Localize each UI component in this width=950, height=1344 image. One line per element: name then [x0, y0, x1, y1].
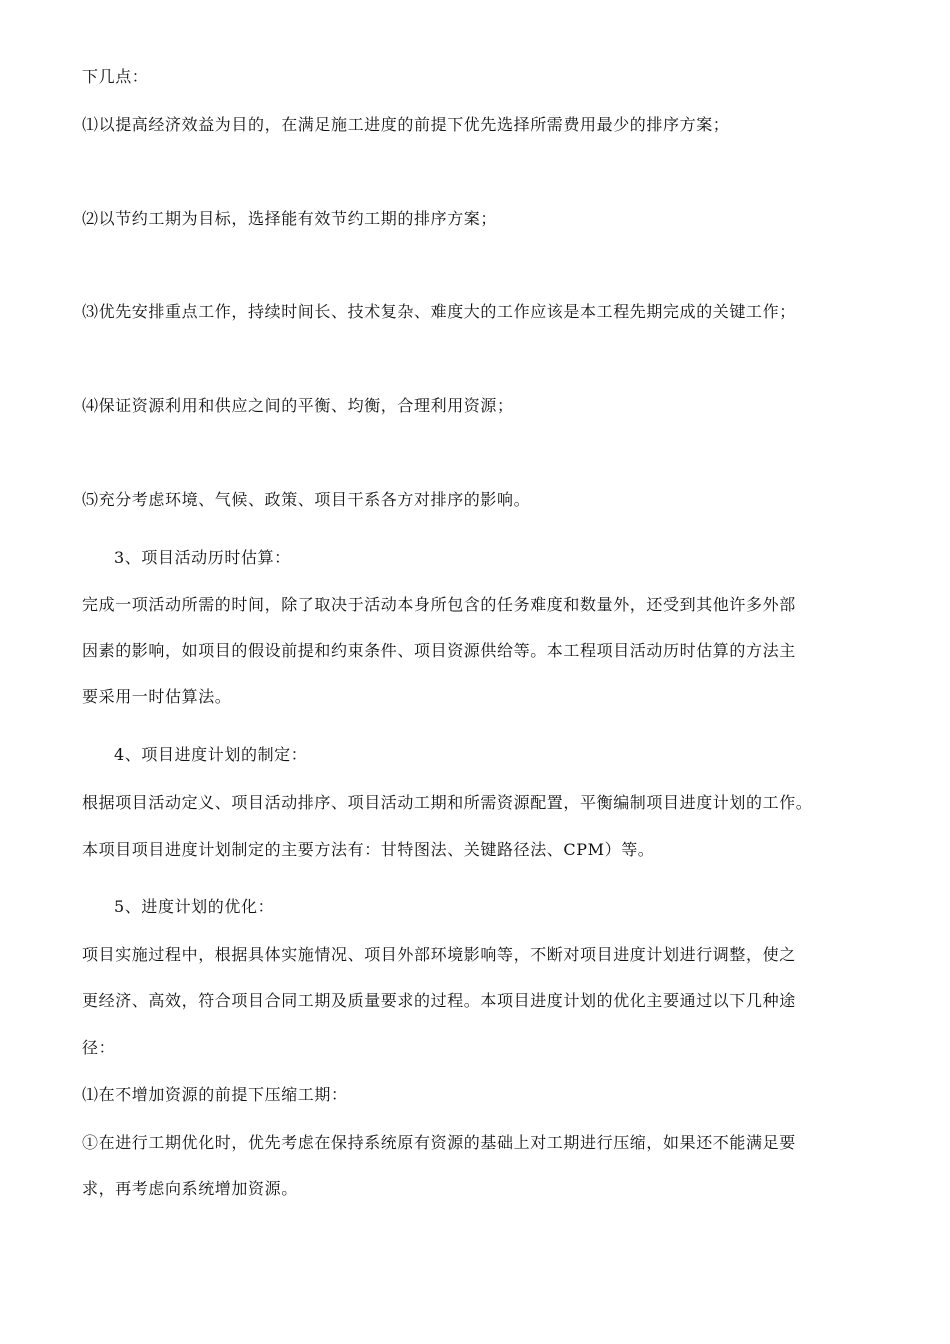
paragraph-line: 根据项目活动定义、项目活动排序、项目活动工期和所需资源配置，平衡编制项目进度计划的工作。 [82, 793, 813, 812]
paragraph-line: 因素的影响，如项目的假设前提和约束条件、项目资源供给等。本工程项目活动历时估算的方法主 [82, 641, 796, 660]
paragraph-line: 径： [82, 1038, 116, 1057]
paragraph-line: 项目实施过程中，根据具体实施情况、项目外部环境影响等，不断对项目进度计划进行调整，使之 [82, 945, 796, 964]
section-heading-5: 5、进度计划的优化： [114, 897, 275, 916]
list-item-1: ⑴以提高经济效益为目的，在满足施工进度的前提下优先选择所需费用最少的排序方案； [82, 115, 730, 134]
paragraph-line: 要采用一时估算法。 [82, 687, 232, 706]
paragraph-line: 完成一项活动所需的时间，除了取决于活动本身所包含的任务难度和数量外，还受到其他许多外部 [82, 595, 796, 614]
paragraph-line: 求，再考虑向系统增加资源。 [82, 1179, 298, 1198]
paragraph-line: 本项目项目进度计划制定的主要方法有：甘特图法、关键路径法、CPM）等。 [82, 840, 655, 859]
list-item-4: ⑷保证资源利用和供应之间的平衡、均衡，合理利用资源； [82, 396, 514, 415]
section-heading-4: 4、项目进度计划的制定： [114, 745, 308, 764]
section-heading-3: 3、项目活动历时估算： [114, 548, 291, 567]
list-item-sub-1: ⑴在不增加资源的前提下压缩工期： [82, 1085, 348, 1104]
paragraph-line: ①在进行工期优化时，优先考虑在保持系统原有资源的基础上对工期进行压缩，如果还不能满足要 [82, 1133, 796, 1152]
list-item-3: ⑶优先安排重点工作，持续时间长、技术复杂、难度大的工作应该是本工程先期完成的关键工作； [82, 302, 796, 321]
paragraph-line: 更经济、高效，符合项目合同工期及质量要求的过程。本项目进度计划的优化主要通过以下几种途 [82, 991, 796, 1010]
list-item-2: ⑵以节约工期为目标，选择能有效节约工期的排序方案； [82, 209, 498, 228]
list-item-5: ⑸充分考虑环境、气候、政策、项目干系各方对排序的影响。 [82, 490, 531, 509]
text-line: 下几点： [82, 67, 149, 86]
